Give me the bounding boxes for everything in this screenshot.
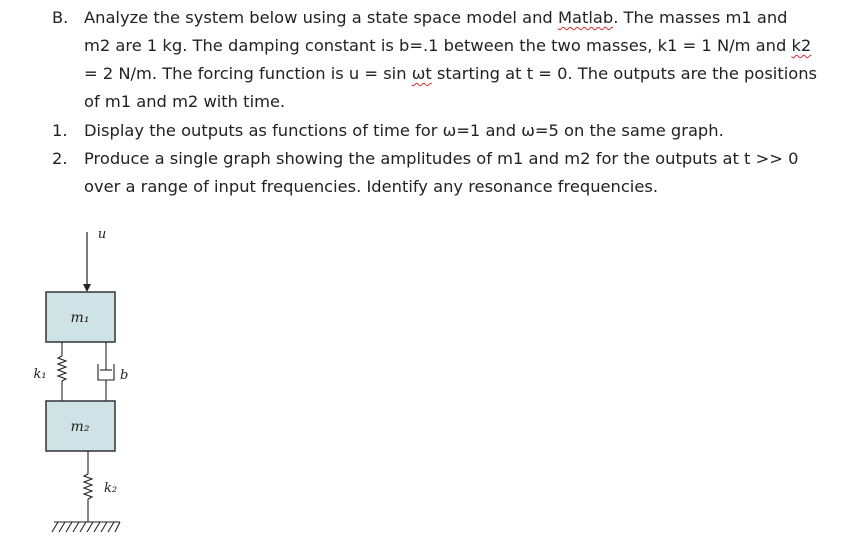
spring-k2: [84, 451, 92, 522]
mass-2-label: m₂: [70, 419, 90, 435]
task-2-text-line-1: Produce a single graph showing the amplitudes of m1 and m2 for the outputs at t >> 0: [84, 149, 799, 168]
ground-hatch: [52, 522, 120, 532]
problem-text: m2 are 1 kg. The damping constant is b=.1 between the two masses, k1 = 1 N/m and: [84, 36, 792, 55]
problem-text: starting at t = 0. The outputs are the positions: [431, 64, 817, 83]
spring-k2-label: k₂: [104, 481, 118, 496]
task-1-marker: 1.: [52, 121, 68, 140]
spring-k1: [58, 342, 66, 401]
problem-text: Analyze the system below using a state space model and: [84, 8, 558, 27]
input-arrow: [83, 232, 91, 292]
problem-line-4: of m1 and m2 with time.: [84, 92, 286, 111]
mass-1-label: m₁: [70, 310, 90, 326]
task-1-text: Display the outputs as functions of time for ω=1 and ω=5 on the same graph.: [84, 121, 724, 140]
spring-k1-label: k₁: [33, 367, 47, 382]
problem-text: = 2 N/m. The forcing function is u = sin: [84, 64, 412, 83]
spellcheck-word: ωt: [411, 64, 432, 83]
problem-text: . The masses m1 and: [613, 8, 788, 27]
input-label: u: [97, 227, 107, 242]
task-2-text-line-2: over a range of input frequencies. Identify any resonance frequencies.: [84, 177, 658, 196]
task-2-marker: 2.: [52, 149, 68, 168]
problem-marker: B.: [52, 8, 69, 27]
spellcheck-word: Matlab: [557, 8, 614, 27]
damper-b: [98, 342, 114, 401]
spellcheck-word: k2: [791, 36, 812, 55]
damper-label: b: [120, 368, 129, 383]
